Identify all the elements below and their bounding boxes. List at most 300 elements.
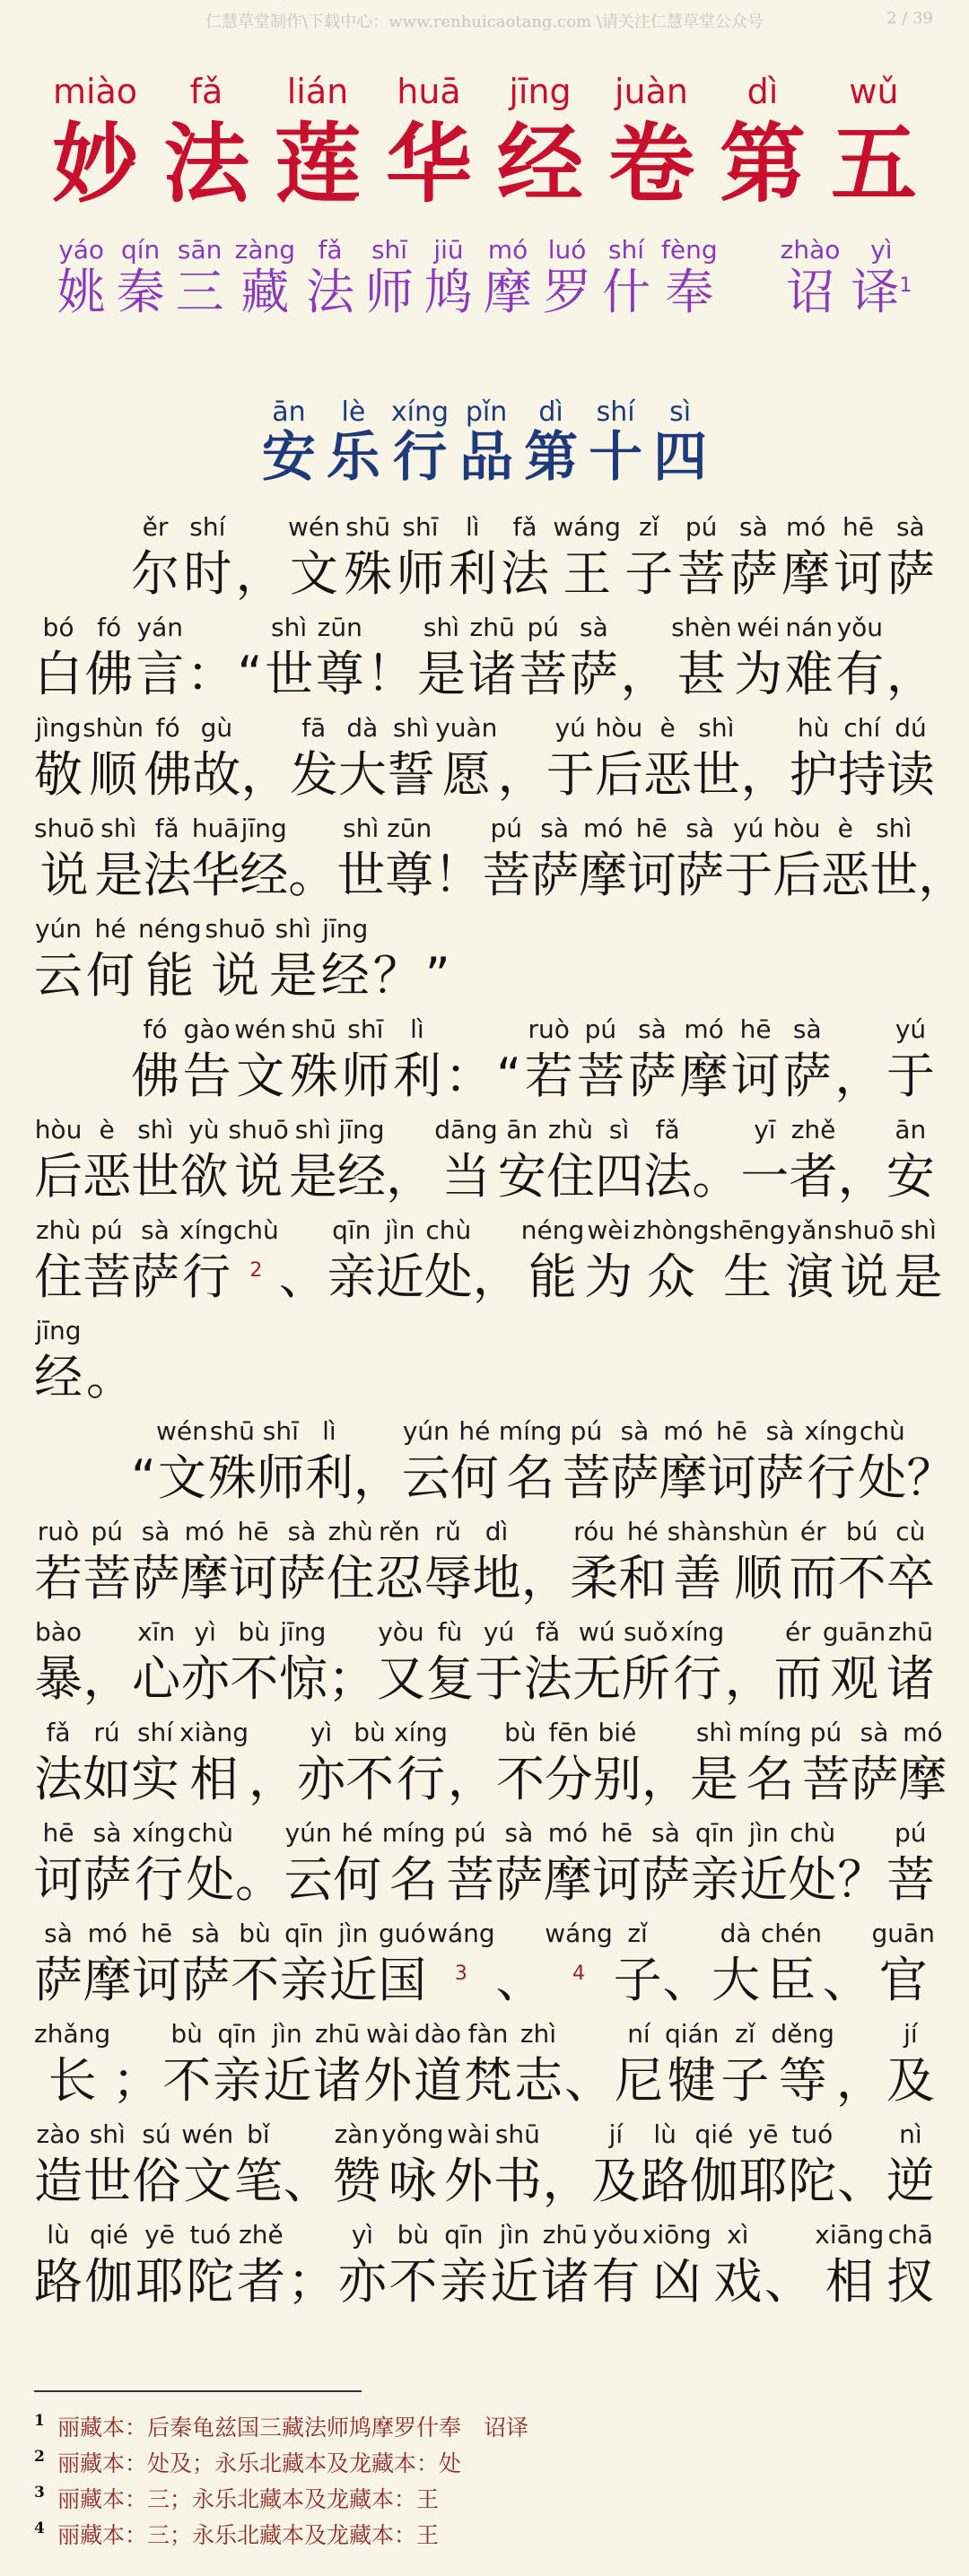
- chapter-char: [589, 397, 642, 489]
- pinyin: huā: [397, 72, 461, 111]
- ruby-char: [34, 2121, 83, 2213]
- punctuation: [284, 2121, 332, 2213]
- ruby-char: [468, 614, 517, 706]
- hanzi: 诸: [467, 646, 517, 703]
- ruby-char: [230, 1619, 278, 1710]
- hanzi: ；: [327, 1650, 377, 1708]
- ruby-char: [494, 1820, 543, 1911]
- hanzi: ，: [740, 746, 790, 804]
- pinyin: juàn: [614, 72, 688, 111]
- ruby-char: [181, 1920, 230, 2012]
- hanzi: 有: [591, 2253, 641, 2311]
- hanzi: 恶: [83, 1148, 132, 1205]
- chapter-title: [257, 397, 712, 489]
- hanzi: 菩: [576, 1048, 625, 1105]
- ruby-char: [895, 1217, 943, 1309]
- punctuation: [906, 1418, 955, 1510]
- hanzi: 云: [284, 1851, 333, 1909]
- hanzi: 亦: [337, 2253, 387, 2311]
- chapter-char: [524, 397, 578, 489]
- translator-char: [176, 237, 224, 320]
- hanzi: 菩: [482, 847, 531, 904]
- pinyin: wéi: [737, 613, 780, 643]
- pinyin: shuō: [34, 814, 95, 844]
- pinyin: shū: [291, 1014, 336, 1045]
- hanzi: 华: [386, 112, 472, 214]
- punctuation: [918, 815, 966, 907]
- pinyin: bù: [504, 1718, 537, 1748]
- pinyin: wài: [447, 2119, 491, 2150]
- ruby-char: [277, 1519, 326, 1610]
- punctuation: [236, 514, 284, 605]
- hanzi: 辱: [423, 1550, 473, 1607]
- pinyin: qīn: [284, 1919, 324, 1949]
- hanzi: ，: [886, 646, 935, 703]
- pinyin: fǎ: [655, 1115, 680, 1145]
- pinyin: bié: [598, 1718, 637, 1748]
- pinyin: shì: [137, 1115, 174, 1145]
- ruby-char: [739, 2121, 788, 2213]
- hanzi: 愿: [441, 746, 491, 804]
- hanzi: 殊: [289, 1048, 338, 1105]
- ruby-char: [229, 1519, 277, 1610]
- footnote-divider: [34, 2390, 362, 2392]
- text-line: [34, 2012, 935, 2112]
- ruby-char: [450, 1418, 499, 1510]
- hanzi: 顺: [89, 746, 138, 804]
- translator-char: [57, 237, 106, 320]
- pinyin: zàn: [334, 2119, 380, 2150]
- ruby-char: [761, 1920, 822, 2012]
- hanzi: 萨: [277, 1550, 327, 1607]
- hanzi: “: [237, 646, 263, 703]
- pinyin: wèi: [587, 1215, 631, 1246]
- hanzi: 经: [320, 947, 370, 1005]
- punctuation: [496, 1016, 521, 1108]
- hanzi: 、: [764, 2253, 813, 2311]
- page-header: [0, 9, 969, 36]
- text-line: [34, 1510, 935, 1610]
- hanzi: ：: [444, 1048, 493, 1105]
- hanzi: 安: [886, 1148, 935, 1205]
- ruby-char: [738, 1719, 802, 1811]
- ruby-char: [801, 1719, 850, 1811]
- pinyin: shì: [275, 914, 311, 944]
- ruby-char: [205, 916, 266, 1007]
- hanzi: ？: [906, 1449, 956, 1507]
- pinyin: xíng: [394, 1718, 448, 1748]
- pinyin: yē: [747, 2119, 779, 2150]
- punctuation: [433, 815, 482, 907]
- ruby-char: [131, 1016, 179, 1108]
- pinyin: xíng: [390, 396, 450, 429]
- ruby-char: [898, 1719, 947, 1811]
- ruby-char: [435, 715, 497, 806]
- hanzi: 萨: [494, 1851, 544, 1909]
- pinyin: hē: [141, 1919, 173, 1949]
- ruby-char: [297, 1719, 345, 1811]
- hanzi: 大: [711, 1952, 761, 2009]
- ruby-char: [493, 2121, 542, 2213]
- ruby-char: [562, 1418, 610, 1510]
- hanzi: 法: [163, 112, 249, 214]
- pinyin: pú: [894, 1818, 927, 1849]
- ruby-char: [83, 1117, 131, 1208]
- pinyin: lì: [465, 512, 480, 543]
- text-line: [34, 1911, 935, 2012]
- punctuation: [836, 2021, 885, 2112]
- pinyin: pú: [91, 1517, 124, 1547]
- hanzi: 难: [784, 646, 834, 703]
- pinyin: shì: [100, 814, 137, 844]
- ruby-char: [789, 1519, 837, 1610]
- hanzi: 亲: [327, 1249, 376, 1306]
- ruby-char: [713, 2222, 762, 2313]
- pinyin: lù: [653, 2119, 677, 2150]
- hanzi: 故: [192, 746, 241, 804]
- pinyin: yē: [144, 2220, 175, 2250]
- hanzi: 分: [544, 1751, 593, 1808]
- translator-char: [851, 237, 912, 320]
- hanzi: 鸠: [424, 263, 474, 320]
- ruby-char: [815, 2222, 884, 2313]
- text-line: [34, 1710, 947, 1811]
- hanzi: 住: [546, 1148, 595, 1205]
- footnote-number: 2: [34, 2448, 45, 2466]
- ruby-char: [144, 715, 192, 806]
- pinyin: ān: [272, 396, 306, 429]
- hanzi: 萨: [569, 646, 618, 703]
- chapter-char: [327, 397, 380, 489]
- ruby-char: [234, 2121, 283, 2213]
- hanzi: 菩: [83, 1550, 132, 1607]
- hanzi: 亲: [439, 2253, 488, 2311]
- punctuation: [386, 1117, 434, 1208]
- pinyin: zhào: [780, 235, 841, 265]
- ruby-char: [707, 1418, 755, 1510]
- hanzi: 相: [825, 2253, 874, 2311]
- pinyin: jìng: [35, 713, 82, 744]
- pinyin: pú: [570, 1416, 603, 1447]
- pinyin: yuàn: [435, 713, 498, 744]
- pinyin: mó: [547, 1818, 589, 1849]
- pinyin: nì: [899, 2119, 922, 2150]
- hanzi: 诃: [627, 847, 677, 904]
- ruby-char: [424, 1217, 473, 1309]
- pinyin: jīng: [509, 72, 572, 111]
- ruby-char: [133, 1920, 181, 2012]
- ruby-char: [579, 815, 627, 907]
- ruby-char: [133, 2121, 181, 2213]
- hanzi: 处: [423, 1249, 473, 1306]
- pinyin: hé: [94, 914, 127, 944]
- pinyin: dì: [746, 72, 779, 111]
- hanzi: 殊: [344, 545, 393, 603]
- hanzi: 经: [34, 1349, 83, 1406]
- ruby-char: [711, 1920, 760, 2012]
- ruby-char: [179, 1217, 233, 1309]
- ruby-char: [690, 2121, 738, 2213]
- ruby-char: [284, 1820, 333, 1911]
- pinyin: hù: [797, 713, 830, 744]
- ruby-char: [94, 815, 143, 907]
- pinyin: ān: [506, 1115, 538, 1145]
- pinyin: xíng: [804, 1416, 859, 1447]
- hanzi: 诃: [834, 545, 883, 603]
- pinyin: shùn: [83, 713, 144, 744]
- ruby-char: [665, 2021, 719, 2112]
- ruby-char: [734, 614, 782, 706]
- hanzi: 说: [211, 947, 260, 1005]
- hanzi: 四: [595, 1148, 644, 1205]
- hanzi: 王: [563, 545, 612, 603]
- translator-char: [781, 237, 841, 320]
- pinyin: chù: [790, 1818, 836, 1849]
- hanzi: 亦: [180, 1650, 230, 1708]
- hanzi: 佛: [131, 1048, 179, 1105]
- punctuation: [564, 2021, 613, 2112]
- ruby-char: [501, 514, 549, 605]
- ruby-char: [838, 715, 886, 806]
- ruby-char: [387, 715, 435, 806]
- ruby-char: [690, 1719, 738, 1811]
- hanzi: 不: [495, 1751, 545, 1808]
- ruby-char: [257, 1418, 305, 1510]
- hanzi: ！: [433, 847, 483, 904]
- hanzi: 当: [441, 1148, 491, 1205]
- ruby-char: [739, 1820, 788, 1911]
- ruby-char: [872, 1920, 935, 2012]
- hanzi: 是: [94, 847, 144, 904]
- pinyin: chù: [188, 1818, 233, 1849]
- ruby-char: [610, 1418, 659, 1510]
- hanzi: 诸: [540, 2253, 589, 2311]
- pinyin: zǐ: [735, 2019, 755, 2049]
- ruby-char: [676, 815, 724, 907]
- hanzi: 尔: [131, 545, 179, 603]
- hanzi: “: [496, 1048, 522, 1105]
- pinyin: rú: [93, 1718, 120, 1748]
- ruby-char: [85, 614, 134, 706]
- hanzi: [572, 1953, 585, 2012]
- pinyin: lián: [286, 72, 349, 111]
- pinyin: shí: [607, 235, 645, 265]
- pinyin: ān: [895, 1115, 927, 1145]
- pinyin: sà: [141, 1517, 170, 1547]
- page-number: 2 / 39: [886, 9, 933, 28]
- ruby-char: [576, 1016, 624, 1108]
- text-line: [34, 1309, 935, 1409]
- hanzi: 近: [328, 1952, 378, 2009]
- hanzi: 华: [191, 847, 240, 904]
- hanzi: 不: [345, 1751, 395, 1808]
- ruby-char: [785, 1217, 834, 1309]
- pinyin: qián: [664, 2019, 720, 2049]
- hanzi: 摩: [679, 1048, 729, 1105]
- ruby-char: [790, 715, 838, 806]
- ruby-char: [143, 815, 191, 907]
- ruby-char: [382, 1820, 446, 1911]
- pinyin: shí: [136, 1718, 174, 1748]
- pinyin: míng: [738, 1718, 802, 1748]
- pinyin: wáng: [427, 1919, 495, 1949]
- hanzi: 姚: [57, 263, 106, 320]
- hanzi: 文: [289, 545, 338, 603]
- pinyin: ér: [784, 1617, 811, 1648]
- ruby-char: [34, 1519, 83, 1610]
- ruby-char: [541, 2222, 589, 2313]
- hanzi: ；: [112, 2052, 162, 2110]
- hanzi: ，: [472, 1249, 521, 1306]
- pinyin: shī: [402, 512, 439, 543]
- chapter-char: [653, 397, 707, 489]
- ruby-char: [83, 1217, 131, 1309]
- pinyin: zhě: [790, 1115, 836, 1145]
- hanzi: 、: [822, 1952, 871, 2009]
- hanzi: 文: [183, 2153, 232, 2210]
- ruby-char: [179, 1719, 249, 1811]
- hanzi: 及: [886, 2052, 935, 2110]
- pinyin: zhū: [542, 2220, 588, 2250]
- pinyin: zūn: [387, 814, 432, 844]
- hanzi: 实: [131, 1751, 179, 1808]
- ruby-char: [444, 2121, 493, 2213]
- hanzi: 近: [739, 1851, 789, 1909]
- pinyin: sà: [191, 1919, 221, 1949]
- ruby-char: [208, 1418, 257, 1510]
- pinyin: zàng: [234, 235, 296, 265]
- pinyin: zhù: [547, 1115, 594, 1145]
- hanzi-text: 译: [851, 263, 900, 320]
- hanzi: 诃: [132, 1952, 181, 2009]
- pinyin: sì: [608, 1115, 630, 1145]
- ruby-char: [446, 1820, 494, 1911]
- hanzi: 敬: [34, 746, 83, 804]
- pinyin: fǎ: [189, 72, 223, 111]
- hanzi: 萨: [676, 847, 725, 904]
- ruby-char: [570, 1519, 618, 1610]
- hanzi: 等: [778, 2052, 827, 2110]
- hanzi: 摩: [543, 1851, 592, 1909]
- hanzi: 。: [86, 1349, 135, 1406]
- hanzi: 菩: [83, 1249, 131, 1306]
- ruby-char: [332, 2121, 380, 2213]
- pinyin: fèng: [661, 235, 718, 265]
- ruby-char: [237, 2222, 285, 2313]
- ruby-char: [628, 1016, 677, 1108]
- hanzi: 俗: [132, 2153, 181, 2210]
- pinyin: dì: [538, 396, 563, 429]
- hanzi: 。: [288, 847, 337, 904]
- ruby-char: [641, 2121, 689, 2213]
- ruby-char: [724, 815, 773, 907]
- pinyin: xíng: [670, 1617, 725, 1648]
- footnote: [34, 2444, 931, 2480]
- hanzi: 秦: [116, 263, 165, 320]
- hanzi: 不: [388, 2253, 438, 2311]
- ruby-char: [642, 2222, 711, 2313]
- hanzi: 尊: [385, 847, 434, 904]
- pinyin: hē: [600, 1818, 633, 1849]
- ruby-char: [850, 1719, 898, 1811]
- hanzi: 诸: [886, 1650, 935, 1708]
- pinyin: hē: [715, 1416, 747, 1447]
- pinyin: míng: [381, 1818, 446, 1849]
- pinyin: bù: [170, 2019, 203, 2049]
- hanzi: 演: [785, 1249, 834, 1306]
- pinyin: zǐ: [639, 512, 659, 543]
- pinyin: xiàng: [179, 1718, 249, 1748]
- pinyin: mó: [684, 1014, 724, 1045]
- pinyin: sì: [669, 396, 692, 429]
- ruby-char: [186, 2222, 234, 2313]
- hanzi: 亲: [279, 1952, 328, 2009]
- pinyin: pú: [685, 512, 718, 543]
- ruby-char: [288, 514, 340, 605]
- ruby-char: [229, 1117, 289, 1208]
- hanzi: ，: [386, 1148, 435, 1205]
- ruby-char: [263, 2021, 311, 2112]
- pinyin: tuó: [189, 2220, 231, 2250]
- scroll-title: [39, 74, 930, 213]
- ruby-char: [345, 1719, 394, 1811]
- ruby-char: [622, 1619, 670, 1710]
- title-char: [52, 74, 138, 213]
- ruby-char: [34, 1318, 83, 1409]
- ruby-char: [337, 1117, 386, 1208]
- punctuation: [131, 1418, 156, 1510]
- ruby-char: [240, 815, 288, 907]
- footnote-number: 4: [34, 2519, 45, 2537]
- ruby-char: [524, 1619, 572, 1710]
- hanzi: 于: [475, 1650, 524, 1708]
- ruby-char: [279, 1619, 327, 1710]
- punctuation: [187, 614, 235, 706]
- ruby-char: [680, 1016, 729, 1108]
- hanzi: 世: [869, 847, 919, 904]
- punctuation: [238, 614, 263, 706]
- punctuation: [354, 1418, 402, 1510]
- ruby-char: [593, 1719, 642, 1811]
- pinyin: pú: [490, 814, 522, 844]
- punctuation: [279, 1217, 327, 1309]
- hanzi: 善: [673, 1550, 722, 1607]
- hanzi: 处: [858, 1449, 907, 1507]
- ruby-char: [378, 1920, 426, 2012]
- ruby-char: [731, 1016, 780, 1108]
- ruby-char: [131, 514, 179, 605]
- hanzi: 法: [501, 545, 550, 603]
- pinyin: zhì: [519, 2019, 557, 2049]
- pinyin: sà: [287, 1517, 317, 1547]
- ruby-char: [514, 2021, 563, 2112]
- pinyin: mó: [663, 1416, 703, 1447]
- ruby-char: [642, 1820, 690, 1911]
- hanzi: 行: [807, 1449, 856, 1507]
- pinyin: fǎ: [318, 235, 343, 265]
- hanzi: ，: [724, 1650, 773, 1708]
- ruby-char: [183, 1016, 231, 1108]
- pinyin: yì: [310, 1718, 333, 1748]
- hanzi: 官: [878, 1952, 928, 2009]
- hanzi: 犍: [668, 2052, 717, 2110]
- hanzi: 萨: [181, 1952, 231, 2009]
- hanzi: 诃: [229, 1550, 278, 1607]
- hanzi: 者: [236, 2253, 285, 2311]
- ruby-char: [34, 2021, 110, 2112]
- hanzi: 说: [234, 1148, 284, 1205]
- ruby-char: [417, 614, 466, 706]
